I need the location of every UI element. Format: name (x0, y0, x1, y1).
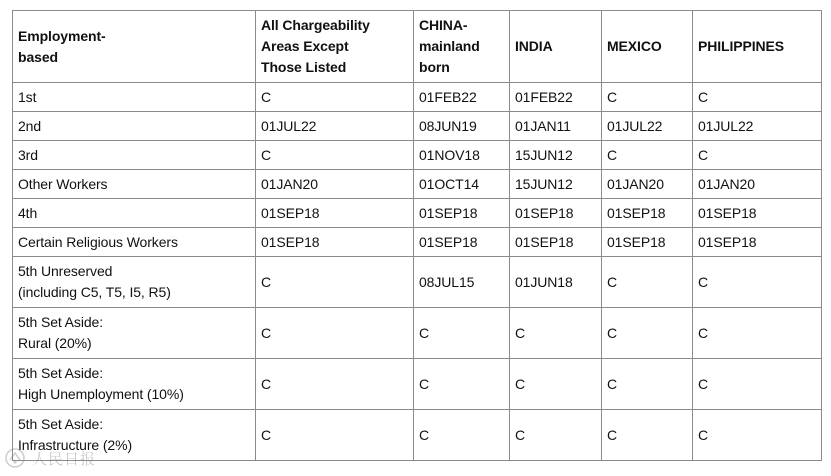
table-row (13, 410, 822, 461)
cell-china: 01NOV18 (414, 141, 510, 170)
watermark-logo-icon (4, 447, 26, 469)
cell-china: C (414, 410, 510, 461)
category-label-line: Infrastructure (2%) (18, 437, 133, 453)
cell-india: 01JUN18 (510, 257, 602, 308)
table-row (13, 228, 822, 257)
cell-mexico: C (602, 257, 693, 308)
cell-philippines: C (693, 83, 822, 112)
category-label-line: Certain Religious Workers (18, 233, 178, 250)
cell-all-chargeability: C (256, 257, 414, 308)
header-china (414, 11, 510, 83)
visa-bulletin-table (12, 10, 822, 461)
category-label-line: 5th Unreserved (18, 263, 113, 279)
cell-mexico: 01JAN20 (602, 170, 693, 199)
category-label-line: High Unemployment (10%) (18, 386, 184, 402)
header-text-line: Areas Except (261, 38, 349, 54)
category-label-line: 4th (18, 204, 38, 221)
category-label-line: 3rd (18, 146, 38, 163)
cell-category-label (13, 257, 256, 308)
category-label-line: 2nd (18, 117, 42, 134)
cell-all-chargeability: C (256, 410, 414, 461)
header-row (13, 11, 822, 83)
cell-category-label (13, 199, 256, 228)
header-employment-based (13, 11, 256, 83)
cell-china: 08JUN19 (414, 112, 510, 141)
cell-philippines: C (693, 410, 822, 461)
cell-all-chargeability: 01SEP18 (256, 199, 414, 228)
category-label-line: 5th Set Aside: (18, 314, 103, 330)
table-row (13, 141, 822, 170)
table-body (13, 83, 822, 461)
header-mexico (602, 11, 693, 83)
header-all-chargeability (256, 11, 414, 83)
cell-mexico: C (602, 83, 693, 112)
table-row (13, 112, 822, 141)
cell-india: 01SEP18 (510, 199, 602, 228)
cell-mexico: C (602, 141, 693, 170)
cell-india: 15JUN12 (510, 141, 602, 170)
cell-all-chargeability: C (256, 83, 414, 112)
header-text-line: mainland (419, 38, 480, 54)
category-label-line: 5th Set Aside: (18, 416, 103, 432)
header-text-line: based (18, 48, 58, 65)
header-text-line: INDIA (515, 38, 553, 54)
category-label-line: Other Workers (18, 175, 108, 192)
cell-all-chargeability: 01SEP18 (256, 228, 414, 257)
cell-all-chargeability: C (256, 141, 414, 170)
cell-mexico: C (602, 410, 693, 461)
cell-india: C (510, 359, 602, 410)
header-text-line: Those Listed (261, 59, 347, 75)
cell-china: 01OCT14 (414, 170, 510, 199)
cell-category-label (13, 112, 256, 141)
cell-mexico: C (602, 308, 693, 359)
cell-mexico: C (602, 359, 693, 410)
header-text-line: CHINA- (419, 17, 468, 33)
cell-china: 08JUL15 (414, 257, 510, 308)
cell-category-label (13, 308, 256, 359)
header-text-line: MEXICO (607, 38, 662, 54)
cell-all-chargeability: 01JUL22 (256, 112, 414, 141)
header-india (510, 11, 602, 83)
table-row (13, 170, 822, 199)
cell-china: C (414, 308, 510, 359)
table-row (13, 257, 822, 308)
table-row (13, 359, 822, 410)
cell-philippines: C (693, 308, 822, 359)
cell-india: 01SEP18 (510, 228, 602, 257)
cell-all-chargeability: C (256, 308, 414, 359)
cell-china: 01SEP18 (414, 228, 510, 257)
watermark (4, 447, 96, 469)
cell-philippines: C (693, 141, 822, 170)
category-label-line: 5th Set Aside: (18, 365, 103, 381)
cell-all-chargeability: C (256, 359, 414, 410)
header-philippines (693, 11, 822, 83)
cell-philippines: C (693, 359, 822, 410)
cell-china: 01SEP18 (414, 199, 510, 228)
cell-category-label (13, 170, 256, 199)
cell-category-label (13, 83, 256, 112)
category-label-line: Rural (20%) (18, 335, 92, 351)
header-text-line: Employment- (18, 27, 106, 44)
cell-india: C (510, 410, 602, 461)
cell-mexico: 01JUL22 (602, 112, 693, 141)
cell-category-label (13, 141, 256, 170)
header-text-line: born (419, 59, 450, 75)
cell-china: 01FEB22 (414, 83, 510, 112)
cell-philippines: 01JUL22 (693, 112, 822, 141)
header-text-line: All Chargeability (261, 17, 370, 33)
cell-category-label (13, 228, 256, 257)
cell-mexico: 01SEP18 (602, 199, 693, 228)
cell-india: 01JAN11 (510, 112, 602, 141)
cell-philippines: 01JAN20 (693, 170, 822, 199)
cell-philippines: C (693, 257, 822, 308)
table-row (13, 308, 822, 359)
category-label-line: 1st (18, 88, 37, 105)
cell-india: C (510, 308, 602, 359)
cell-category-label (13, 359, 256, 410)
watermark-text: 人民日报 (32, 449, 97, 468)
header-text-line: PHILIPPINES (698, 38, 785, 54)
category-label-line: (including C5, T5, I5, R5) (18, 284, 171, 300)
cell-mexico: 01SEP18 (602, 228, 693, 257)
cell-india: 01FEB22 (510, 83, 602, 112)
cell-all-chargeability: 01JAN20 (256, 170, 414, 199)
cell-philippines: 01SEP18 (693, 199, 822, 228)
cell-india: 15JUN12 (510, 170, 602, 199)
table-row (13, 83, 822, 112)
cell-china: C (414, 359, 510, 410)
table-row (13, 199, 822, 228)
cell-philippines: 01SEP18 (693, 228, 822, 257)
